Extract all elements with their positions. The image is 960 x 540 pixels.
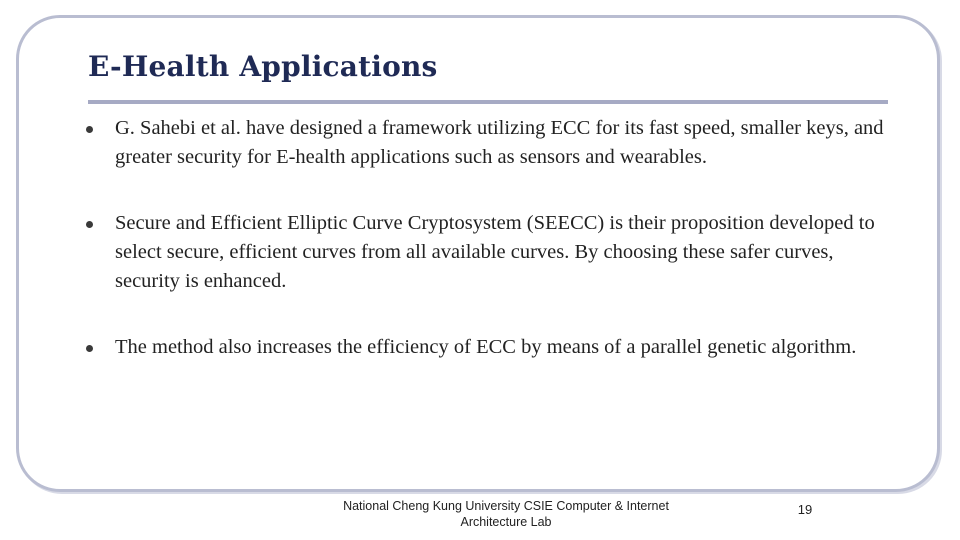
bullet-text: G. Sahebi et al. have designed a framework utilizing ECC for its fast speed, smaller keys, and greater security for E-health applications such as sensors and wearables. [115, 117, 884, 168]
title-divider [88, 100, 888, 104]
slide-title: E-Health Applications [88, 50, 438, 83]
bullet-icon [86, 345, 93, 352]
bullet-icon [86, 221, 93, 228]
page-number: 19 [797, 502, 813, 517]
bullet-icon [86, 126, 93, 133]
bullet-list [78, 114, 888, 362]
bullet-text: The method also increases the efficiency of ECC by means of a parallel genetic algorithm. [115, 336, 857, 358]
bullet-item [78, 209, 888, 296]
bullet-text: Secure and Efficient Elliptic Curve Cryptosystem (SEECC) is their proposition developed to select secure, efficient curves from all available curves. By choosing these safer curves, security is enhanced. [115, 212, 875, 292]
footer-organization: National Cheng Kung University CSIE Computer & Internet Architecture Lab [343, 499, 669, 529]
bullet-item [78, 333, 888, 362]
bullet-item [78, 114, 888, 172]
